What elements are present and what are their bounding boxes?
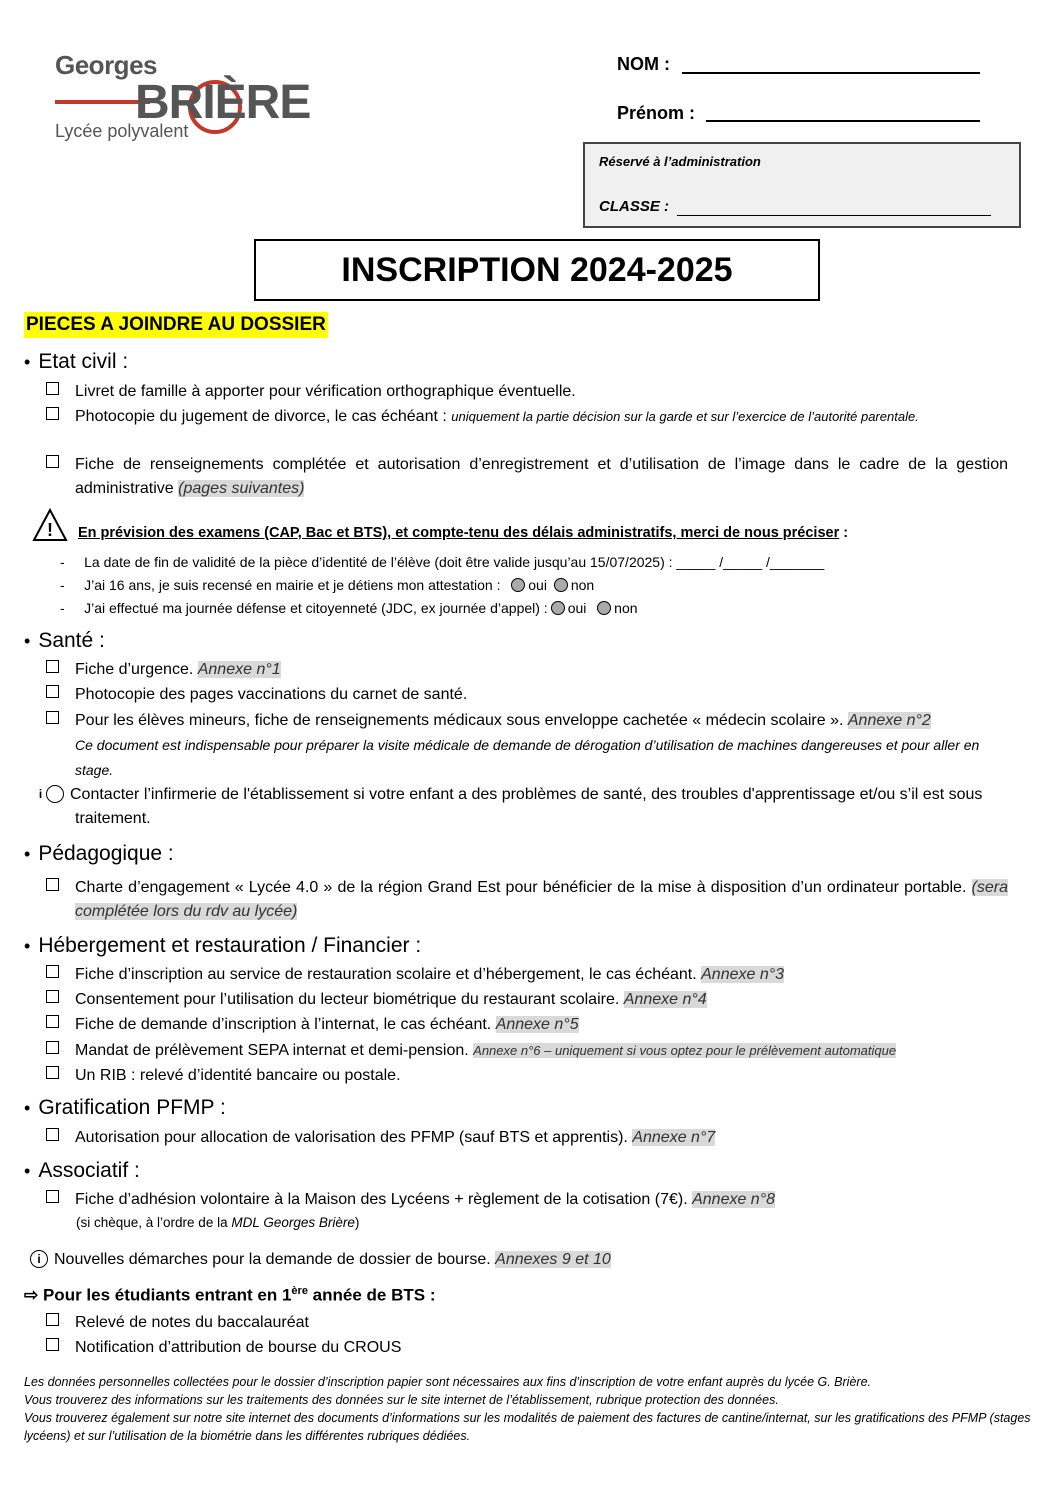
checkbox[interactable] bbox=[46, 382, 59, 395]
bts-heading-post: année de BTS : bbox=[307, 1285, 436, 1305]
annex-tag: (pages suivantes) bbox=[178, 480, 305, 497]
list-item bbox=[46, 1336, 1008, 1360]
exams-heading bbox=[78, 525, 848, 541]
item-note: Ce document est indispensable pour préparer la visite médicale de demande de dérogation d’utilisation de machines dangereuses et pour aller en stage. bbox=[75, 737, 980, 778]
info-icon: i bbox=[30, 1250, 48, 1268]
logo-briere: BRIÈRE bbox=[135, 76, 311, 129]
section-sante: • Santé : bbox=[24, 629, 105, 652]
item-text: Photocopie des pages vaccinations du carnet de santé. bbox=[75, 686, 468, 703]
prenom-field[interactable] bbox=[706, 120, 980, 122]
annex-tag: Annexe n°5 bbox=[495, 1016, 579, 1033]
list-item bbox=[46, 1311, 1008, 1335]
section-gratification: • Gratification PFMP : bbox=[24, 1096, 226, 1119]
annex-tag: Annexe n°2 bbox=[847, 712, 931, 729]
section-heading: Gratification PFMP : bbox=[38, 1096, 226, 1119]
annex-tag: Annexe n°1 bbox=[197, 661, 281, 678]
footer-line: Vous trouverez également sur notre site internet des documents d’informations sur les modalités de paiement des factures de cantine/internat, sur les gratifications des PFMP (stages lycéens) et sur l’utilisation de la biométrie dans les différentes rubriques dédiées. bbox=[24, 1411, 1031, 1443]
annex-tag: (sera complétée lors du rdv au lycée) bbox=[75, 879, 1008, 920]
arrow-right-icon: ⇨ bbox=[24, 1285, 43, 1305]
checkbox[interactable] bbox=[46, 660, 59, 673]
footer-line: Les données personnelles collectées pour le dossier d’inscription papier sont nécessaires aux fins d’inscription de votre enfant auprès du lycée G. Brière. bbox=[24, 1375, 872, 1389]
oui-label: oui bbox=[567, 600, 587, 616]
item-note: uniquement la partie décision sur la garde et sur l’exercice de l’autorité parentale. bbox=[451, 409, 919, 424]
checkbox[interactable] bbox=[46, 965, 59, 978]
list-item bbox=[46, 876, 1008, 924]
oui-label: oui bbox=[528, 577, 547, 593]
non-label: non bbox=[614, 600, 638, 616]
item-text: Consentement pour l’utilisation du lecteur biométrique du restaurant scolaire. bbox=[75, 991, 624, 1008]
radio-oui[interactable] bbox=[551, 601, 565, 615]
logo-georges: Georges bbox=[55, 50, 157, 80]
footer-line: Vous trouverez des informations sur les traitements des données sur le site internet de l’établissement, rubrique protection des données. bbox=[24, 1393, 779, 1407]
list-item bbox=[46, 709, 1008, 783]
section-pedagogique: • Pédagogique : bbox=[24, 842, 174, 865]
list-item bbox=[46, 683, 1008, 707]
list-item bbox=[46, 1039, 1008, 1063]
exam-line-text: J’ai 16 ans, je suis recensé en mairie et je détiens mon attestation : bbox=[84, 577, 501, 593]
item-text: Livret de famille à apporter pour vérification orthographique éventuelle. bbox=[75, 383, 576, 400]
exam-line-2: - J’ai 16 ans, je suis recensé en mairie et je détiens mon attestation : oui non bbox=[60, 577, 595, 593]
list-item bbox=[46, 453, 1008, 501]
bourse-text: Nouvelles démarches pour la demande de dossier de bourse. bbox=[54, 1251, 496, 1268]
exams-heading-suffix: : bbox=[839, 525, 849, 541]
checkbox[interactable] bbox=[46, 455, 59, 468]
classe-label: CLASSE : bbox=[599, 198, 670, 215]
item-text: Photocopie du jugement de divorce, le cas échéant : bbox=[75, 408, 452, 425]
checkbox[interactable] bbox=[46, 711, 59, 724]
checkbox[interactable] bbox=[46, 1015, 59, 1028]
info-icon: i bbox=[46, 785, 64, 803]
admin-box bbox=[583, 142, 1021, 228]
section-hebergement: • Hébergement et restauration / Financier : bbox=[24, 934, 422, 957]
checkbox[interactable] bbox=[46, 990, 59, 1003]
radio-non[interactable] bbox=[597, 601, 611, 615]
exam-line-text: La date de fin de validité de la pièce d’identité de l’élève (doit être valide jusqu’au 15/07/2025) : _____ /_____ /_______ bbox=[84, 554, 825, 570]
radio-non[interactable] bbox=[554, 578, 568, 592]
section-heading: Santé : bbox=[38, 629, 105, 652]
bts-heading-pre: Pour les étudiants entrant en 1 bbox=[42, 1285, 292, 1305]
logo-subtitle: Lycée polyvalent bbox=[55, 121, 189, 141]
bts-heading-sup: ère bbox=[291, 1285, 308, 1297]
checkbox[interactable] bbox=[46, 685, 59, 698]
classe-field[interactable] bbox=[677, 215, 991, 216]
checkbox[interactable] bbox=[46, 1066, 59, 1079]
item-text: Fiche d’adhésion volontaire à la Maison des Lycéens + règlement de la cotisation (7€). bbox=[75, 1191, 693, 1208]
exam-line-text: J’ai effectué ma journée défense et citoyenneté (JDC, ex journée d’appel) : bbox=[84, 600, 548, 616]
prenom-label: Prénom : bbox=[617, 103, 696, 123]
item-text: Fiche de demande d’inscription à l’internat, le cas échéant. bbox=[75, 1016, 496, 1033]
nom-field[interactable] bbox=[682, 72, 980, 74]
item-text: Fiche d’urgence. bbox=[75, 661, 198, 678]
section-heading: Pédagogique : bbox=[38, 842, 174, 865]
checkbox[interactable] bbox=[46, 1190, 59, 1203]
radio-oui[interactable] bbox=[511, 578, 525, 592]
pieces-heading: PIECES A JOINDRE AU DOSSIER bbox=[24, 312, 328, 338]
checkbox[interactable] bbox=[46, 1041, 59, 1054]
annex-tag: Annexe n°8 bbox=[692, 1191, 775, 1208]
warning-icon bbox=[32, 508, 68, 547]
svg-text:!: ! bbox=[47, 520, 53, 540]
list-item bbox=[46, 405, 1008, 429]
note-name: MDL Georges Brière bbox=[231, 1215, 355, 1230]
checkbox[interactable] bbox=[46, 407, 59, 420]
nom-label: NOM : bbox=[617, 54, 670, 74]
checkbox[interactable] bbox=[46, 1128, 59, 1141]
list-item bbox=[46, 1188, 1008, 1212]
list-item bbox=[46, 1013, 1008, 1037]
section-heading: Hébergement et restauration / Financier : bbox=[38, 934, 422, 957]
page-title: INSCRIPTION 2024-2025 bbox=[341, 250, 733, 289]
item-text: Pour les élèves mineurs, fiche de renseignements médicaux sous enveloppe cachetée « médecin scolaire ». bbox=[75, 712, 848, 729]
title-box bbox=[254, 239, 820, 301]
admin-title: Réservé à l’administration bbox=[599, 154, 761, 169]
item-text: Relevé de notes du baccalauréat bbox=[75, 1314, 309, 1331]
item-text: Charte d’engagement « Lycée 4.0 » de la région Grand Est pour bénéficier de la mise à disposition d’un ordinateur portable. bbox=[75, 879, 972, 896]
annex-tag: Annexe n°4 bbox=[623, 991, 707, 1008]
list-item bbox=[46, 1064, 1008, 1088]
item-text: Notification d’attribution de bourse du CROUS bbox=[75, 1339, 402, 1356]
bts-heading bbox=[24, 1285, 435, 1306]
non-label: non bbox=[570, 577, 595, 593]
exam-line-1: - La date de fin de validité de la pièce d’identité de l’élève (doit être valide jusqu’au 15/07/2025) : _____ /_____ /_______ bbox=[60, 554, 825, 570]
list-item bbox=[46, 1126, 1008, 1150]
exams-heading-text: En prévision des examens (CAP, Bac et BTS), et compte-tenu des délais administratifs, merci de nous préciser bbox=[78, 525, 840, 541]
footer-notice bbox=[24, 1373, 1034, 1445]
list-item bbox=[46, 380, 1008, 404]
bourse-info bbox=[30, 1248, 992, 1272]
section-etat-civil: • Etat civil : bbox=[24, 350, 129, 373]
section-heading: Associatif : bbox=[38, 1159, 140, 1182]
checkbox[interactable] bbox=[46, 878, 59, 891]
info-text: Contacter l’infirmerie de l'établissement si votre enfant a des problèmes de santé, des troubles d'apprentissage et/ou s’il est sous traitement. bbox=[70, 786, 983, 827]
annex-tag: Annexe n°7 bbox=[632, 1129, 716, 1146]
annex-tag: Annexe n°6 – uniquement si vous optez pour le prélèvement automatique bbox=[473, 1043, 897, 1058]
list-item bbox=[46, 963, 1008, 987]
item-text: Un RIB : relevé d’identité bancaire ou postale. bbox=[75, 1067, 401, 1084]
item-text: Autorisation pour allocation de valorisation des PFMP (sauf BTS et apprentis). bbox=[75, 1129, 633, 1146]
list-item bbox=[46, 988, 1008, 1012]
checkbox[interactable] bbox=[46, 1313, 59, 1326]
item-text: Mandat de prélèvement SEPA internat et demi-pension. bbox=[75, 1042, 474, 1059]
associatif-note bbox=[76, 1215, 359, 1230]
checkbox[interactable] bbox=[46, 1338, 59, 1351]
annex-tag: Annexe n°3 bbox=[701, 966, 785, 983]
exam-line-3: - J’ai effectué ma journée défense et citoyenneté (JDC, ex journée d’appel) : oui non bbox=[60, 600, 638, 616]
annex-tag: Annexes 9 et 10 bbox=[495, 1251, 611, 1268]
item-text: Fiche de renseignements complétée et autorisation d’enregistrement et d’utilisation de l’image dans le cadre de la gestion administrative bbox=[75, 456, 1008, 497]
section-heading: Etat civil : bbox=[38, 350, 129, 373]
list-item bbox=[46, 658, 1008, 682]
note-suffix: ) bbox=[354, 1215, 360, 1230]
section-associatif: • Associatif : bbox=[24, 1159, 140, 1182]
note-prefix: (si chèque, à l’ordre de la bbox=[76, 1215, 232, 1230]
sante-info bbox=[38, 783, 1008, 831]
item-text: Fiche d’inscription au service de restauration scolaire et d’hébergement, le cas échéant. bbox=[75, 966, 702, 983]
